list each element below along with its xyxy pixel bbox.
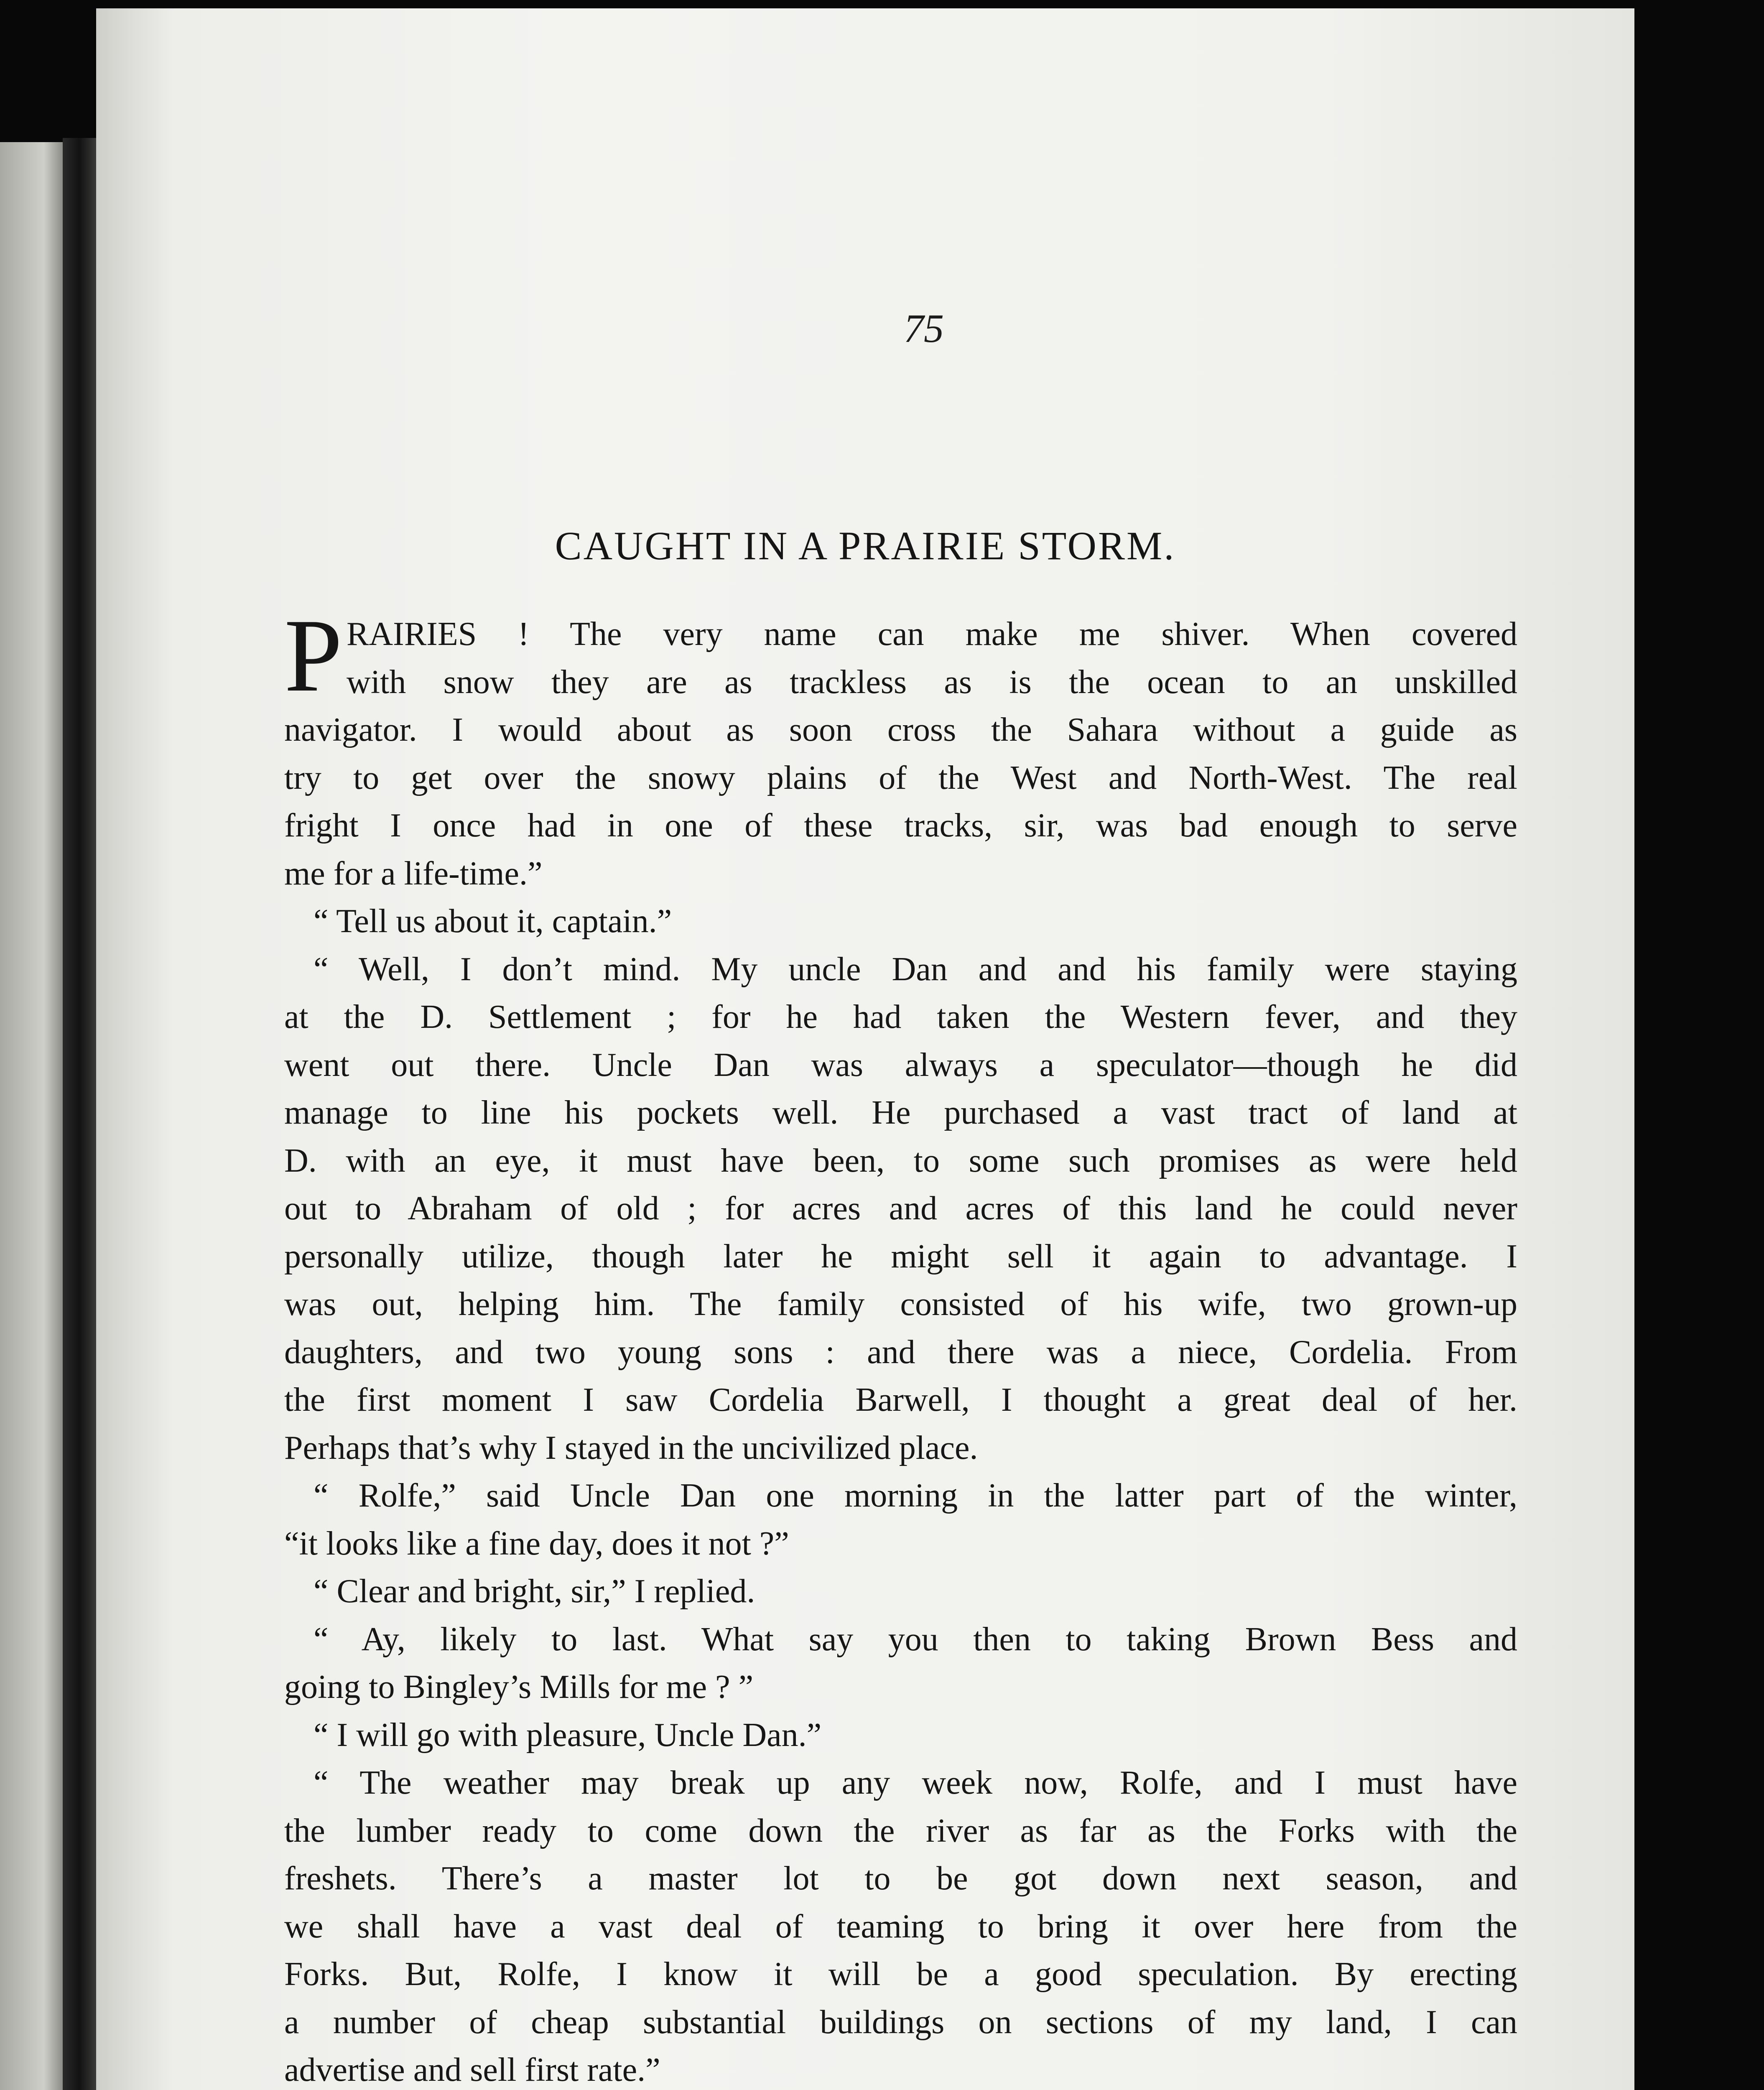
text-line: D. with an eye, it must have been, to some such promises as were held	[284, 1142, 1517, 1179]
text-line: “ Tell us about it, captain.”	[314, 903, 672, 940]
text-line: “it looks like a fine day, does it not ?”	[284, 1525, 789, 1562]
text-line: went out there. Uncle Dan was always a speculator—though he did	[284, 1046, 1517, 1083]
text-line: out to Abraham of old ; for acres and acres of this land he could never	[284, 1190, 1517, 1227]
text-line: was out, helping him. The family consisted of his wife, two grown-up	[284, 1286, 1517, 1323]
text-line: Forks. But, Rolfe, I know it will be a good speculation. By erecting	[284, 1956, 1517, 1993]
left-page-edge	[0, 142, 63, 2090]
text-line: personally utilize, though later he might sell it again to advantage. I	[284, 1238, 1517, 1275]
text-line: at the D. Settlement ; for he had taken the Western fever, and they	[284, 999, 1517, 1035]
text-lines	[284, 706, 1517, 2090]
text-line: going to Bingley’s Mills for me ? ”	[284, 1669, 754, 1705]
text-line: me for a life-time.”	[284, 855, 543, 892]
drop-cap: P	[284, 598, 343, 714]
text-line: try to get over the snowy plains of the West and North-West. The real	[284, 759, 1517, 796]
chapter-title: CAUGHT IN A PRAIRIE STORM.	[555, 523, 1176, 568]
text-line: we shall have a vast deal of teaming to bring it over here from the	[284, 1908, 1517, 1945]
text-line: “ Clear and bright, sir,” I replied.	[314, 1573, 755, 1610]
text-line: “ Well, I don’t mind. My uncle Dan and and his family were staying	[314, 951, 1517, 988]
text-line: advertise and sell first rate.”	[284, 2052, 660, 2088]
text-line: “ Ay, likely to last. What say you then to taking Brown Bess and	[314, 1621, 1517, 1658]
text-line: manage to line his pockets well. He purchased a vast tract of land at	[284, 1094, 1517, 1131]
text-line: fright I once had in one of these tracks, sir, was bad enough to serve	[284, 807, 1517, 844]
body-text	[284, 598, 1517, 2090]
text-line: navigator. I would about as soon cross the Sahara without a guide as	[284, 711, 1517, 748]
book-gutter	[63, 138, 96, 2090]
opening-paragraph	[284, 598, 1517, 714]
text-line: “ I will go with pleasure, Uncle Dan.”	[314, 1716, 822, 1754]
text-line: with snow they are as trackless as is the ocean to an unskilled	[347, 663, 1517, 701]
text-line: RAIRIES ! The very name can make me shiver. When covered	[347, 616, 1517, 652]
text-line: freshets. There’s a master lot to be got down next season, and	[284, 1860, 1517, 1897]
text-line: “ Rolfe,” said Uncle Dan one morning in the latter part of the winter,	[314, 1477, 1517, 1514]
text-line: Perhaps that’s why I stayed in the uncivilized place.	[284, 1429, 978, 1466]
text-line: a number of cheap substantial buildings on sections of my land, I can	[284, 2003, 1517, 2041]
text-line: the first moment I saw Cordelia Barwell, I thought a great deal of her.	[284, 1381, 1517, 1418]
page-number: 75	[904, 306, 944, 351]
book-page	[96, 8, 1634, 2090]
text-line: daughters, and two young sons : and there was a niece, Cordelia. From	[284, 1333, 1517, 1371]
text-line: “ The weather may break up any week now, Rolfe, and I must have	[314, 1764, 1517, 1801]
text-line: the lumber ready to come down the river as far as the Forks with the	[284, 1812, 1517, 1849]
